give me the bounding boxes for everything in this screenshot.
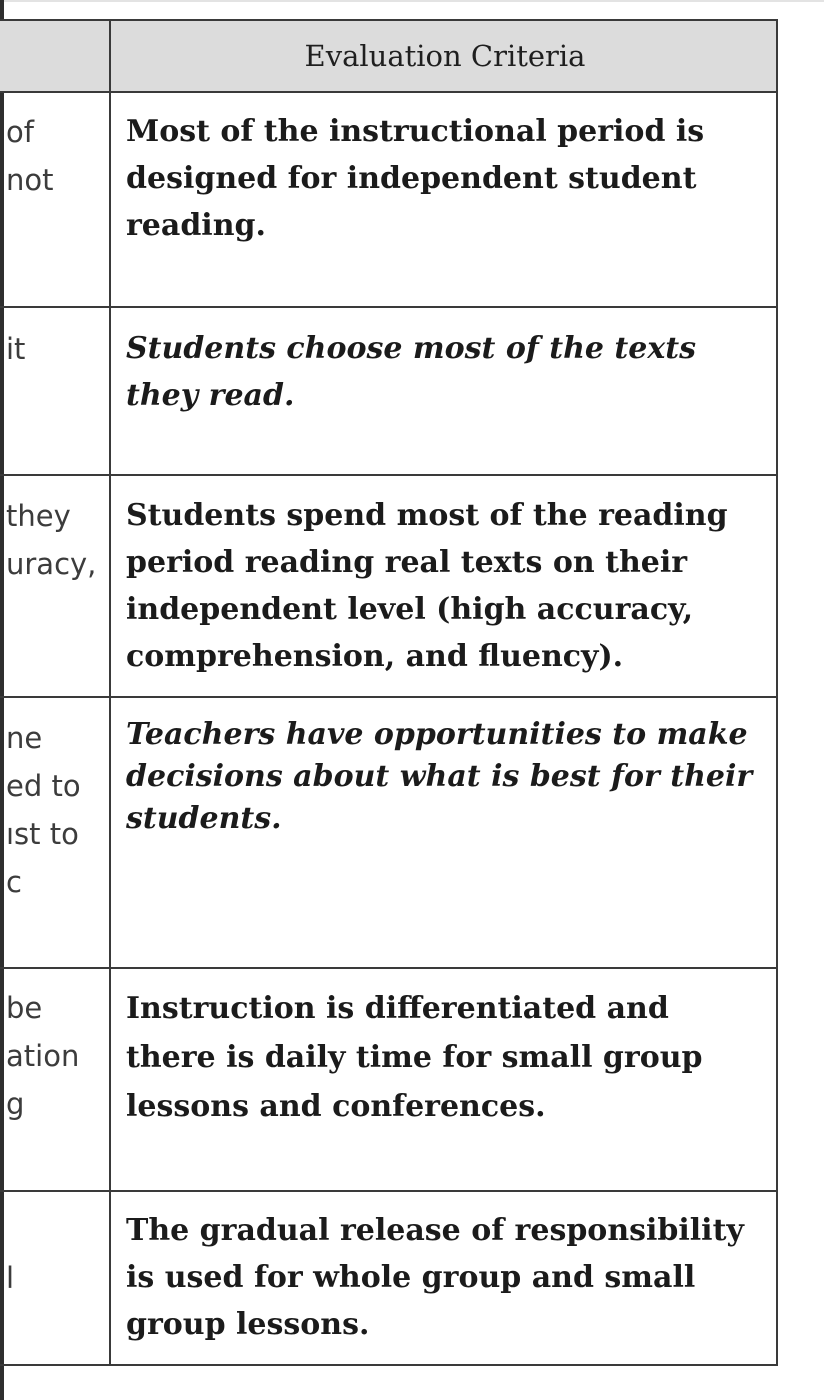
row-1-left-cell	[6, 108, 110, 204]
row-4-criteria: Teachers have opportunities to make decisions about what is best for their students.	[126, 717, 753, 836]
left-fragment: ne	[6, 721, 43, 755]
row-6-criteria: The gradual release of responsibility is used for whole group and small group lessons.	[126, 1213, 744, 1342]
table-border-right	[776, 19, 778, 1366]
evaluation-table	[0, 19, 778, 1366]
header-evaluation-criteria: Evaluation Criteria	[304, 39, 586, 73]
row-2-left-cell	[6, 325, 110, 373]
row-5-criteria: Instruction is differentiated and there is daily time for small group lessons and conferences.	[126, 991, 703, 1124]
left-fragment: be	[6, 991, 43, 1025]
row-4-left-cell	[6, 714, 110, 906]
row-1-criteria: Most of the instructional period is designed for independent student reading.	[126, 114, 705, 243]
left-fragment: they	[6, 499, 71, 533]
left-fragment: of	[6, 115, 34, 149]
left-fragment: ation	[6, 1039, 80, 1073]
column-divider	[109, 19, 111, 1366]
row-divider	[0, 306, 778, 308]
row-divider	[0, 696, 778, 698]
left-fragment: ed to	[6, 769, 81, 803]
left-fragment: not	[6, 163, 54, 197]
left-fragment: g	[6, 1087, 25, 1121]
row-3-criteria: Students spend most of the reading period reading real texts on their independent level (high accuracy, comprehension, and fluency).	[126, 498, 728, 674]
left-fragment: ıst to	[6, 817, 79, 851]
row-divider	[0, 474, 778, 476]
left-fragment: it	[6, 332, 26, 366]
left-fragment: uracy,	[6, 547, 97, 581]
row-divider	[0, 91, 778, 93]
page-top-edge	[0, 0, 824, 2]
row-2-criteria: Students choose most of the texts they read.	[126, 331, 696, 413]
table-border-top	[0, 19, 778, 21]
row-3-left-cell	[6, 492, 110, 588]
table-border-bottom	[0, 1364, 778, 1366]
left-fragment: l	[6, 1261, 15, 1295]
row-divider	[0, 1190, 778, 1192]
row-5-left-cell	[6, 984, 110, 1128]
row-6-left-cell	[6, 1254, 110, 1302]
left-fragment: c	[6, 865, 22, 899]
row-divider	[0, 967, 778, 969]
